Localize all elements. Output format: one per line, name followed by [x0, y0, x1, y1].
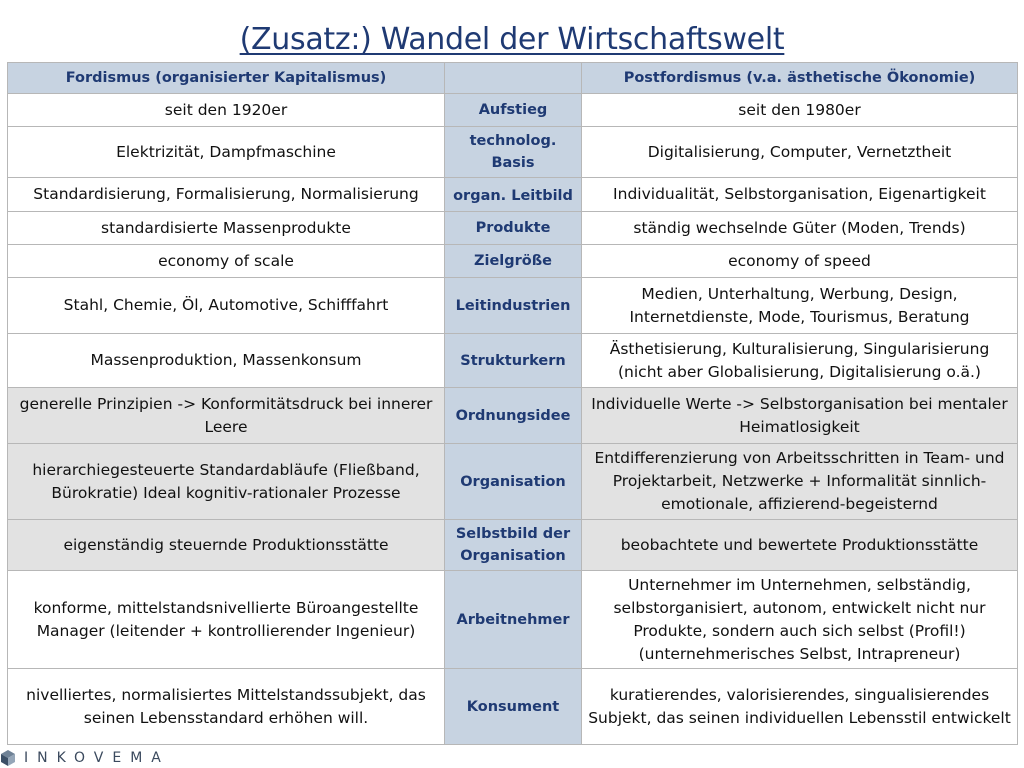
- footer-logo: [0, 749, 170, 767]
- slide-title: (Zusatz:) Wandel der Wirtschaftswelt: [239, 22, 785, 57]
- table-row: [8, 388, 1018, 444]
- postfordismus-cell: kuratierendes, valorisierendes, singualisierendes Subjekt, das seinen individuellen Lebensstil entwickelt: [582, 669, 1018, 745]
- brand-name: INKOVEMA: [24, 750, 170, 766]
- fordismus-cell: konforme, mittelstandsnivellierte Büroangestellte Manager (leitender + kontrollierender Ingenieur): [8, 571, 445, 669]
- header-middle: [445, 63, 582, 94]
- postfordismus-cell: Digitalisierung, Computer, Vernetztheit: [582, 127, 1018, 178]
- fordismus-cell: hierarchiegesteuerte Standardabläufe (Fließband, Bürokratie) Ideal kognitiv-rationaler Prozesse: [8, 444, 445, 520]
- table-row: [8, 444, 1018, 520]
- fordismus-cell: Stahl, Chemie, Öl, Automotive, Schifffahrt: [8, 278, 445, 334]
- table-row: [8, 127, 1018, 178]
- row-label: Leitindustrien: [445, 278, 582, 334]
- fordismus-cell: seit den 1920er: [8, 94, 445, 127]
- row-label: Aufstieg: [445, 94, 582, 127]
- row-label: Strukturkern: [445, 334, 582, 388]
- fordismus-cell: Elektrizität, Dampfmaschine: [8, 127, 445, 178]
- row-label: Zielgröße: [445, 245, 582, 278]
- row-label-text: organ. Leitbild: [453, 188, 573, 204]
- postfordismus-cell: seit den 1980er: [582, 94, 1018, 127]
- table-row: [8, 178, 1018, 212]
- row-label: Ordnungsidee: [445, 388, 582, 444]
- table-row: [8, 571, 1018, 669]
- row-label: Konsument: [445, 669, 582, 745]
- table-row: [8, 245, 1018, 278]
- postfordismus-cell: beobachtete und bewertete Produktionsstätte: [582, 520, 1018, 571]
- table-row: [8, 669, 1018, 745]
- fordismus-cell: Standardisierung, Formalisierung, Normalisierung: [8, 178, 445, 212]
- postfordismus-cell: ständig wechselnde Güter (Moden, Trends): [582, 212, 1018, 245]
- postfordismus-cell: Unternehmer im Unternehmen, selbständig, selbstorganisiert, autonom, entwickelt nicht nur Produkte, sondern auch sich selbst (Profil!) (unternehmerisches Selbst, Intrapreneur): [582, 571, 1018, 669]
- row-label: Produkte: [445, 212, 582, 245]
- postfordismus-cell: Medien, Unterhaltung, Werbung, Design, Internetdienste, Mode, Tourismus, Beratung: [582, 278, 1018, 334]
- row-label: [445, 178, 582, 212]
- table-row: [8, 278, 1018, 334]
- postfordismus-cell: Entdifferenzierung von Arbeitsschritten in Team- und Projektarbeit, Netzwerke + Informalität sinnlich-emotionale, affizierend-begeisternd: [582, 444, 1018, 520]
- row-label: Organisation: [445, 444, 582, 520]
- row-label: technolog. Basis: [445, 127, 582, 178]
- table-header-row: [8, 63, 1018, 94]
- table-row: [8, 520, 1018, 571]
- fordismus-cell: eigenständig steuernde Produktionsstätte: [8, 520, 445, 571]
- fordismus-cell: economy of scale: [8, 245, 445, 278]
- row-label: Selbstbild der Organisation: [445, 520, 582, 571]
- header-postfordismus: Postfordismus (v.a. ästhetische Ökonomie): [582, 63, 1018, 94]
- table-row: [8, 94, 1018, 127]
- table-row: [8, 212, 1018, 245]
- postfordismus-cell: Individualität, Selbstorganisation, Eigenartigkeit: [582, 178, 1018, 212]
- comparison-table: [7, 62, 1018, 745]
- row-label: Arbeitnehmer: [445, 571, 582, 669]
- fordismus-cell: standardisierte Massenprodukte: [8, 212, 445, 245]
- postfordismus-cell: Ästhetisierung, Kulturalisierung, Singularisierung (nicht aber Globalisierung, Digitalisierung o.ä.): [582, 334, 1018, 388]
- postfordismus-cell: Individuelle Werte -> Selbstorganisation bei mentaler Heimatlosigkeit: [582, 388, 1018, 444]
- inkovema-cube-icon: [0, 749, 16, 767]
- fordismus-cell: Massenproduktion, Massenkonsum: [8, 334, 445, 388]
- postfordismus-cell: economy of speed: [582, 245, 1018, 278]
- fordismus-cell: generelle Prinzipien -> Konformitätsdruck bei innerer Leere: [8, 388, 445, 444]
- fordismus-cell: nivelliertes, normalisiertes Mittelstandssubjekt, das seinen Lebensstandard erhöhen will.: [8, 669, 445, 745]
- table-row: [8, 334, 1018, 388]
- header-fordismus: Fordismus (organisierter Kapitalismus): [8, 63, 445, 94]
